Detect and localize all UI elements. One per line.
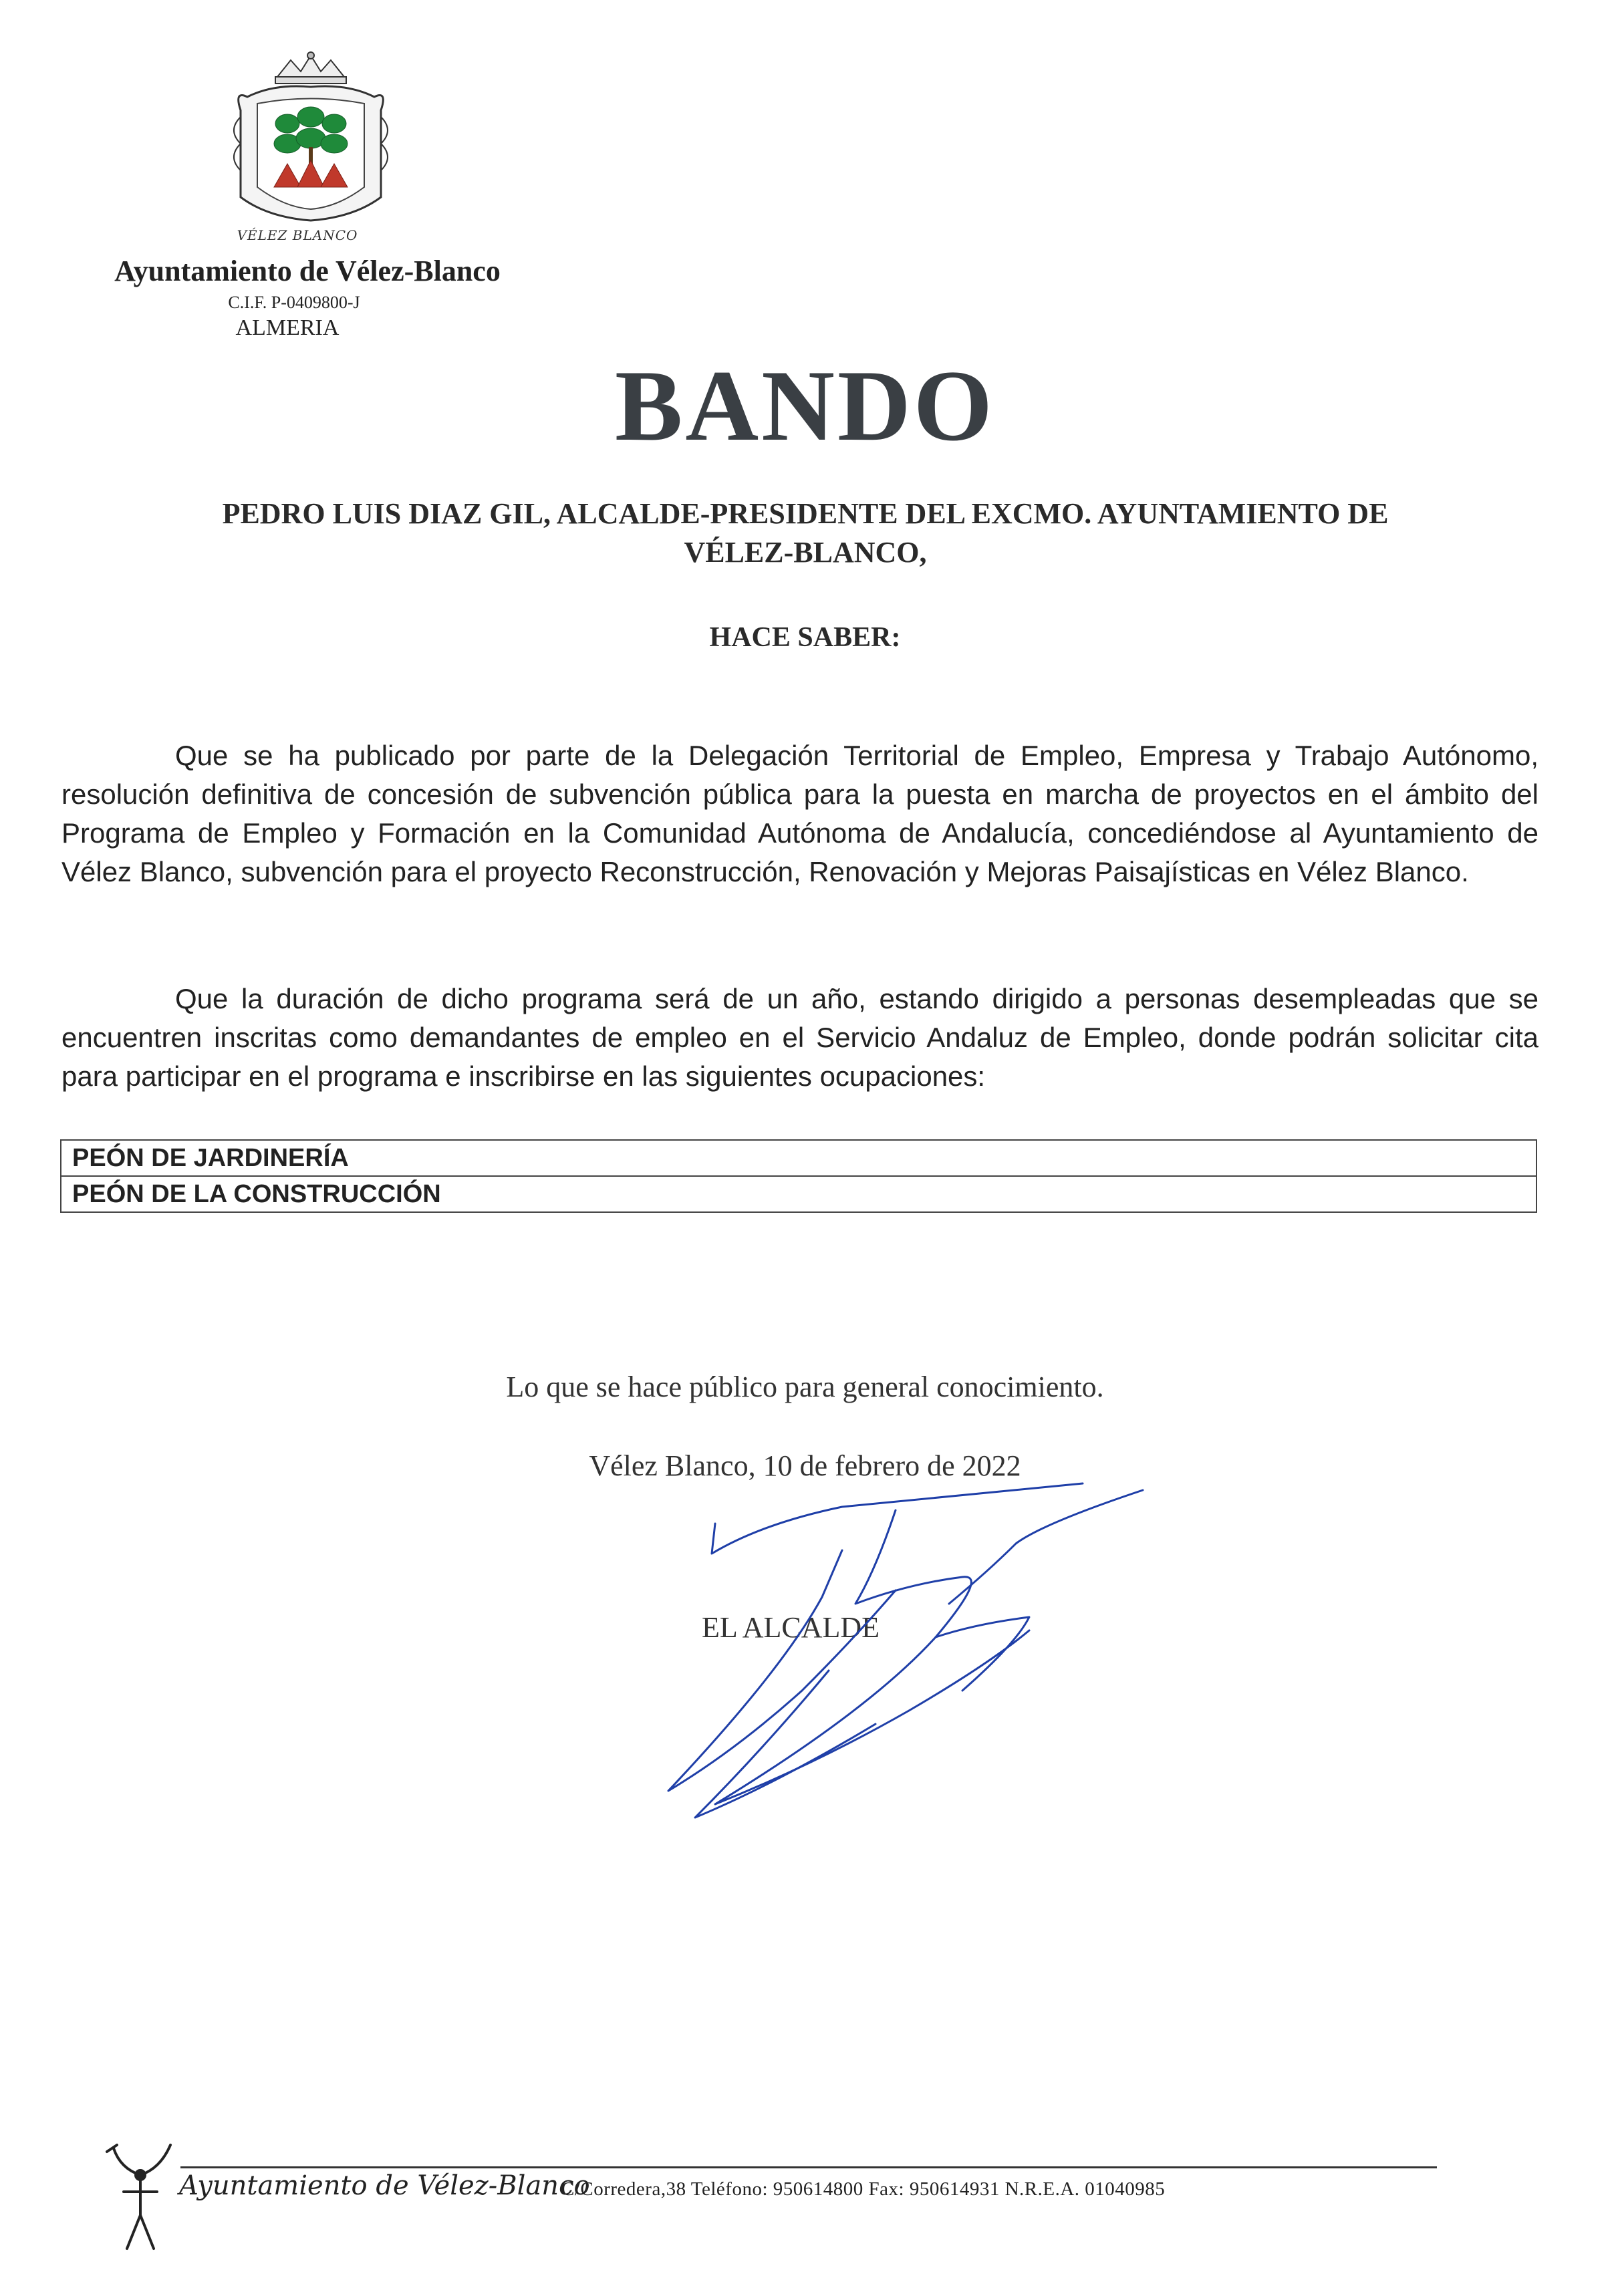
addressee-line-1: PEDRO LUIS DIAZ GIL, ALCALDE-PRESIDENTE DEL EXCMO. AYUNTAMIENTO DE: [222, 497, 1389, 530]
coat-of-arms-emblem: [227, 50, 394, 224]
footer-figure-logo: [100, 2135, 187, 2255]
table-row: [61, 1140, 1536, 1176]
handwritten-signature: [561, 1470, 1163, 1844]
footer-divider: [180, 2166, 1437, 2168]
addressee-heading: [107, 494, 1504, 572]
footer-organization-name: Ayuntamiento de Vélez-Blanco: [179, 2170, 590, 2201]
place-and-date: Vélez Blanco, 10 de febrero de 2022: [589, 1449, 1021, 1482]
occupation-cell: PEÓN DE JARDINERÍA: [61, 1140, 1536, 1176]
table-row: [61, 1176, 1536, 1212]
organization-cif: C.I.F. P-0409800-J: [228, 293, 360, 312]
organization-province: ALMERIA: [235, 315, 340, 340]
body-paragraph-1: Que se ha publicado por parte de la Delegación Territorial de Empleo, Empresa y Trabajo Autónomo, resolución definitiva de concesión de subvención pública para la puesta en marcha de proyectos en el ámbito del Programa de Empleo y Formación en la Comunidad Autónoma de Andalucía, concediéndose al Ayuntamiento de Vélez Blanco, subvención para el proyecto Reconstrucción, Renovación y Mejoras Paisajísticas en Vélez Blanco.: [61, 740, 1538, 887]
organization-name: Ayuntamiento de Vélez-Blanco: [114, 255, 501, 287]
signer-title: EL ALCALDE: [702, 1611, 880, 1644]
occupations-table: [60, 1139, 1537, 1213]
addressee-line-2: VÉLEZ-BLANCO,: [684, 536, 927, 569]
occupation-cell: PEÓN DE LA CONSTRUCCIÓN: [61, 1176, 1536, 1212]
footer-contact-info: C/Corredera,38 Teléfono: 950614800 Fax: 950614931 N.R.E.A. 01040985: [561, 2178, 1166, 2200]
announce-heading: HACE SABER:: [709, 622, 901, 653]
closing-statement: Lo que se hace público para general conocimiento.: [506, 1371, 1104, 1403]
body-paragraph-2: Que la duración de dicho programa será de un año, estando dirigido a personas desempleadas que se encuentren inscritas como demandantes de empleo en el Servicio Andaluz de Empleo, donde podrán solicitar cita para participar en el programa e inscribirse en las siguientes ocupaciones:: [61, 983, 1538, 1092]
crest-label: VÉLEZ BLANCO: [237, 227, 358, 243]
document-title: BANDO: [615, 349, 995, 462]
